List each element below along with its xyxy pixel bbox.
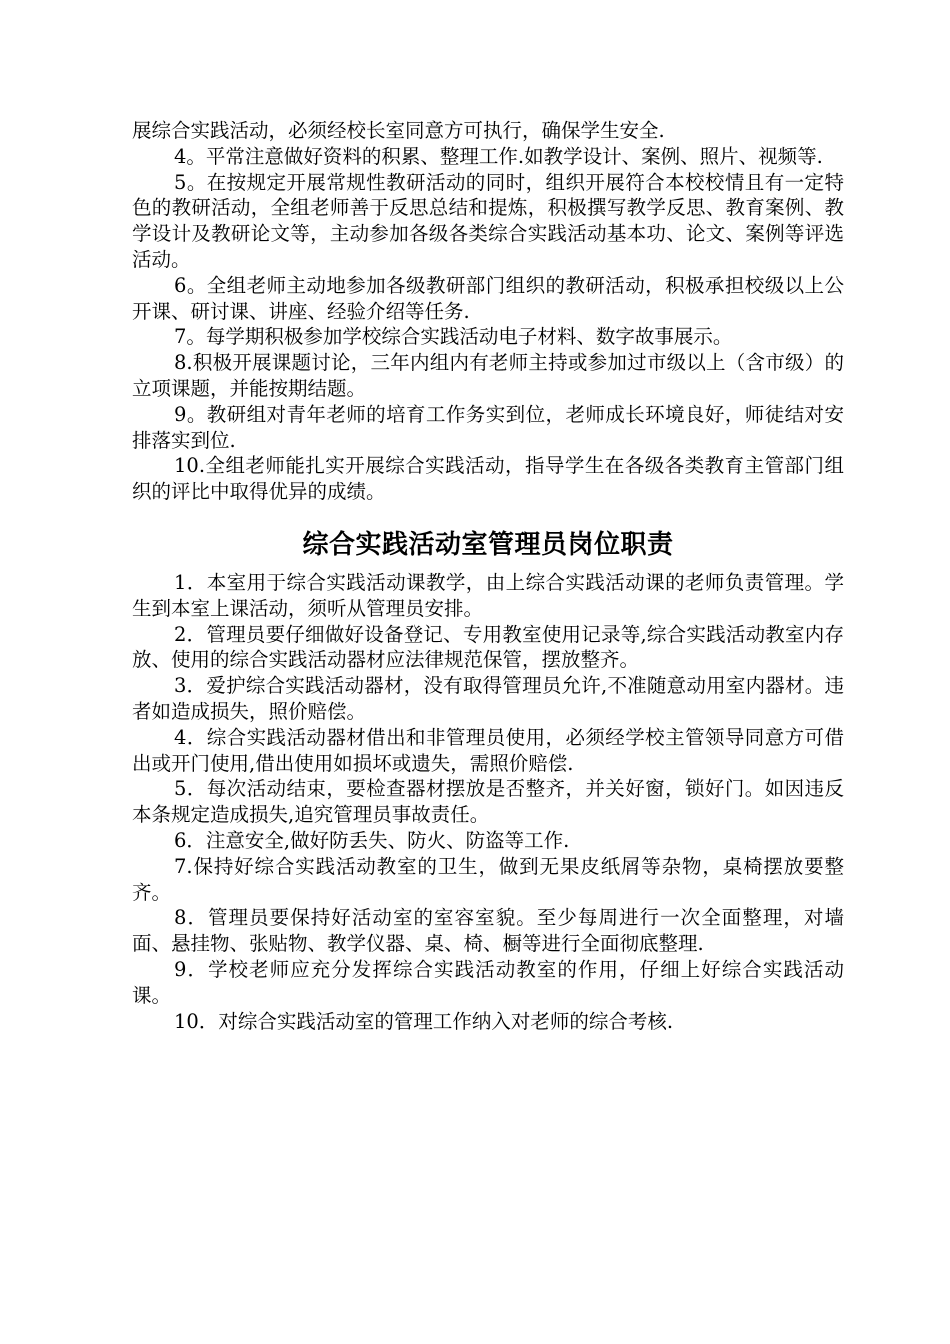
list-item: 10.全组老师能扎实开展综合实践活动，指导学生在各级各类教育主管部门组织的评比中取得优异的成绩。 <box>132 454 844 504</box>
list-item: 9．学校老师应充分发挥综合实践活动教室的作用，仔细上好综合实践活动课。 <box>132 957 844 1007</box>
section-heading: 综合实践活动室管理员岗位职责 <box>302 530 674 560</box>
continuation-paragraph: 展综合实践活动，必须经校长室同意方可执行，确保学生安全. <box>132 119 665 142</box>
top-section <box>132 118 844 505</box>
list-item: 6．注意安全,做好防丢失、防火、防盗等工作. <box>174 828 570 852</box>
list-item: 5．每次活动结束，要检查器材摆放是否整齐，并关好窗，锁好门。如因违反本条规定造成损失,追究管理员事故责任。 <box>132 777 844 827</box>
list-item: 5。在按规定开展常规性教研活动的同时，组织开展符合本校校情且有一定特色的教研活动，全组老师善于反思总结和提炼，积极撰写教学反思、教育案例、教学设计及教研论文等，主动参加各级各类综合实践活动基本功、论文、案例等评选活动。 <box>132 170 844 271</box>
list-item: 6。全组老师主动地参加各级教研部门组织的教研活动，积极承担校级以上公开课、研讨课、讲座、经验介绍等任务. <box>132 273 844 323</box>
list-item: 7.保持好综合实践活动教室的卫生，做到无果皮纸屑等杂物，桌椅摆放要整齐。 <box>132 854 844 904</box>
list-item: 3．爱护综合实践活动器材，没有取得管理员允许,不准随意动用室内器材。违者如造成损失，照价赔偿。 <box>132 674 844 723</box>
list-item: 1．本室用于综合实践活动课教学，由上综合实践活动课的老师负责管理。学生到本室上课活动，须听从管理员安排。 <box>132 571 844 620</box>
list-item: 8．管理员要保持好活动室的室容室貌。至少每周进行一次全面整理，对墙面、悬挂物、张贴物、教学仪器、桌、椅、橱等进行全面彻底整理. <box>132 906 844 956</box>
list-item: 2．管理员要仔细做好设备登记、专用教室使用记录等,综合实践活动教室内存放、使用的综合实践活动器材应法律规范保管，摆放整齐。 <box>132 622 844 672</box>
bottom-section <box>132 570 844 1034</box>
list-item: 4．综合实践活动器材借出和非管理员使用，必须经学校主管领导同意方可借出或开门使用,借出使用如损坏或遗失，需照价赔偿. <box>132 725 844 775</box>
list-item: 4。平常注意做好资料的积累、整理工作.如教学设计、案例、照片、视频等. <box>174 144 823 168</box>
list-item: 8.积极开展课题讨论，三年内组内有老师主持或参加过市级以上（含市级）的立项课题，并能按期结题。 <box>132 351 844 400</box>
list-item: 10．对综合实践活动室的管理工作纳入对老师的综合考核. <box>174 1009 674 1033</box>
list-item: 9。教研组对青年老师的培育工作务实到位，老师成长环境良好，师徒结对安排落实到位. <box>132 402 844 452</box>
list-item: 7。每学期积极参加学校综合实践活动电子材料、数字故事展示。 <box>174 325 733 349</box>
